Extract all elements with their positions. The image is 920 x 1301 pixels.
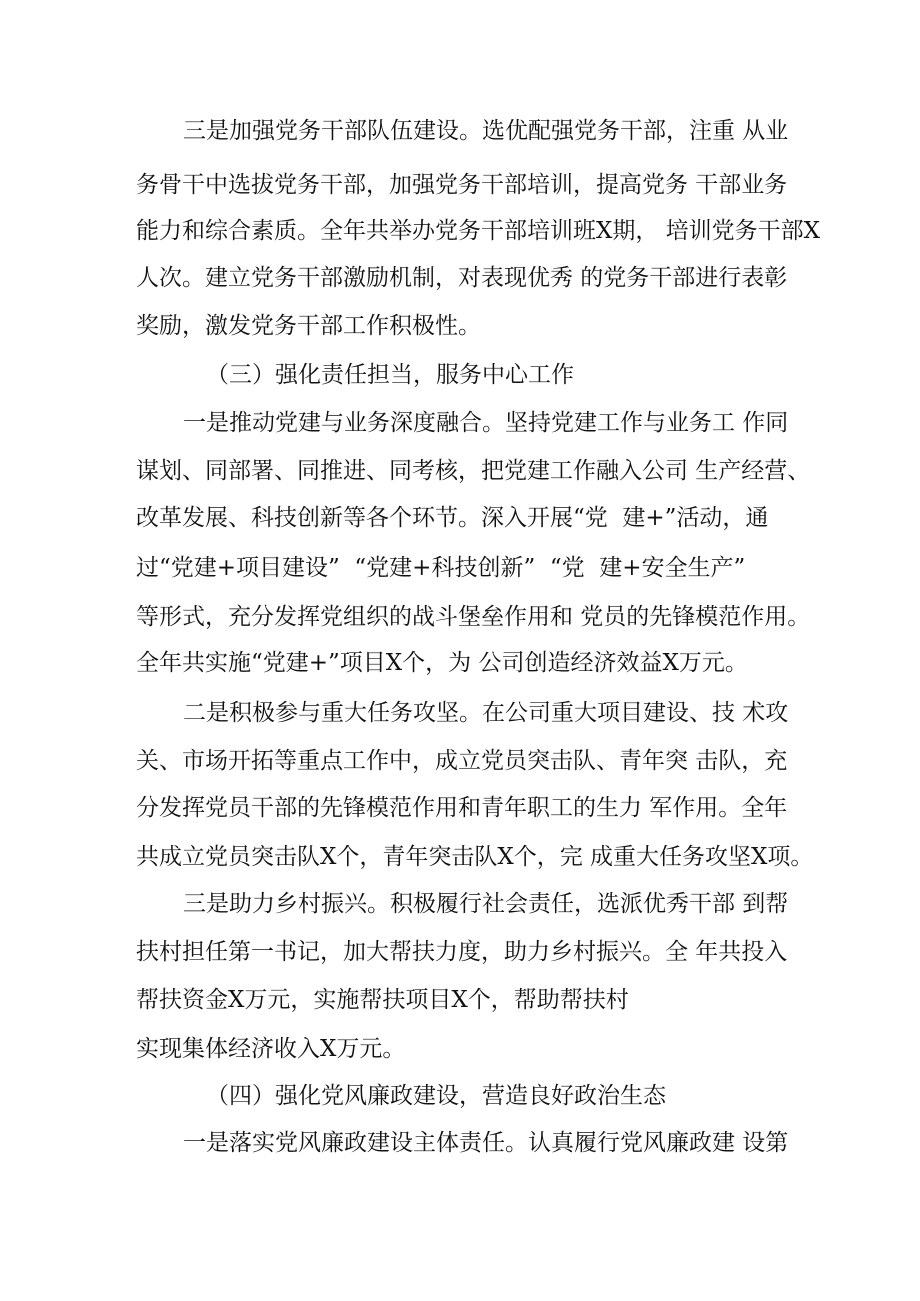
paragraph-line: 一是落实党风廉政建设主体责任。认真履行党风廉政建 设第	[183, 1130, 789, 1156]
paragraph-line: 关、市场开拓等重点工作中，成立党员突击队、青年突 击队，充	[136, 748, 788, 774]
paragraph-line: 实现集体经济收入X万元。	[136, 1036, 406, 1062]
paragraph-line: 全年共实施“党建+”项目X个，为 公司创造经济效益X万元。	[136, 650, 748, 676]
paragraph-line: 一是推动党建与业务深度融合。坚持党建工作与业务工 作同	[183, 410, 789, 436]
paragraph-line: 共成立党员突击队X个，青年突击队X个，完 成重大任务攻坚X项。	[136, 844, 814, 870]
paragraph-line: 改革发展、科技创新等各个环节。深入开展“党 建+”活动，通	[136, 505, 769, 531]
paragraph-line: 能力和综合素质。全年共举办党务干部培训班X期， 培训党务干部X	[136, 218, 821, 244]
paragraph-line: 三是加强党务干部队伍建设。选优配强党务干部，注重 从业	[183, 118, 789, 144]
paragraph-line: 三是助力乡村振兴。积极履行社会责任，选派优秀干部 到帮	[183, 891, 789, 917]
paragraph-line: 等形式，充分发挥党组织的战斗堡垒作用和 党员的先锋模范作用。	[136, 604, 811, 630]
paragraph-line: 分发挥党员干部的先锋模范作用和青年职工的生力 军作用。全年	[136, 795, 788, 821]
paragraph-line: 帮扶资金X万元，实施帮扶项目X个，帮助帮扶村	[136, 987, 629, 1013]
paragraph-line: 过“党建+项目建设” “党建+科技创新” “党 建+安全生产”	[136, 555, 746, 581]
paragraph-line: 二是积极参与重大任务攻坚。在公司重大项目建设、技 术攻	[183, 700, 789, 726]
paragraph-line: 扶村担任第一书记，加大帮扶力度，助力乡村振兴。全 年共投入	[136, 939, 788, 965]
paragraph-line: 务骨干中选拔党务干部，加强党务干部培训，提高党务 干部业务	[136, 172, 788, 198]
paragraph-line: 谋划、同部署、同推进、同考核，把党建工作融入公司 生产经营、	[136, 458, 811, 484]
section-heading: （三）强化责任担当，服务中心工作	[206, 362, 574, 388]
paragraph-line: 人次。建立党务干部激励机制，对表现优秀 的党务干部进行表彰	[136, 265, 788, 291]
section-heading: （四）强化党风廉政建设，营造良好政治生态	[206, 1083, 666, 1109]
paragraph-line: 奖励，激发党务干部工作积极性。	[136, 313, 481, 339]
